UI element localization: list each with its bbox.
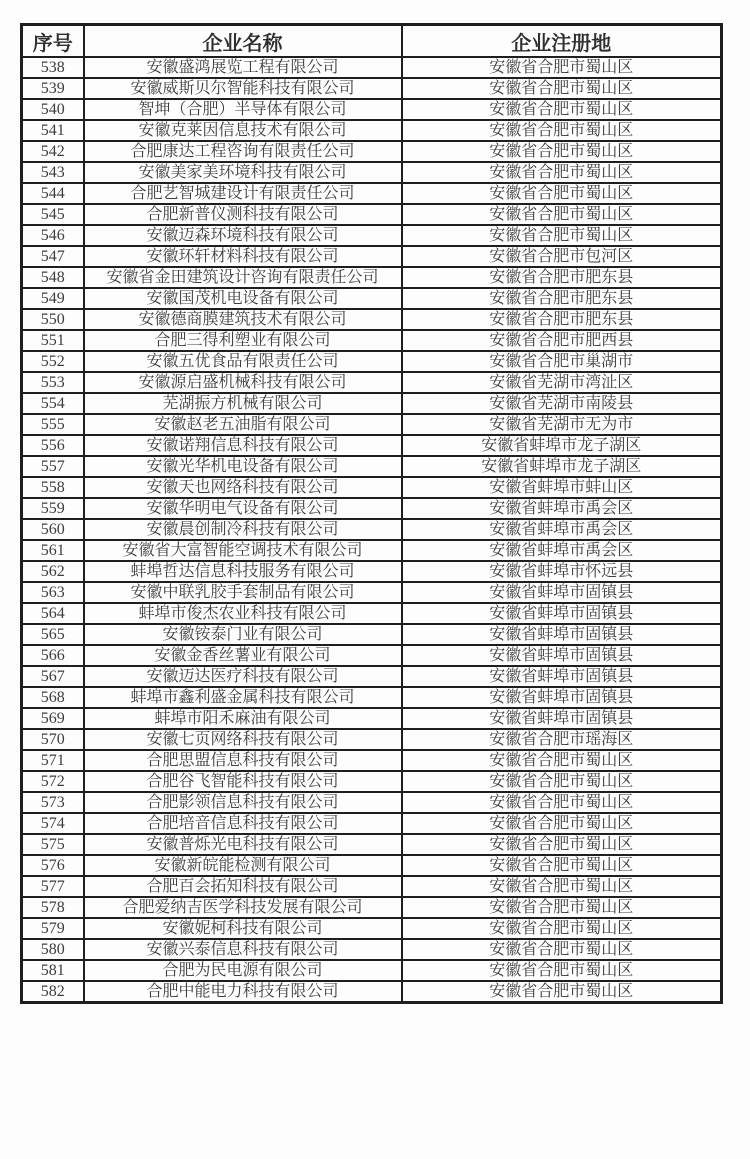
table-row [22, 162, 722, 183]
row-company-name: 合肥爱纳吉医学科技发展有限公司 [84, 897, 402, 918]
table-row [22, 435, 722, 456]
table-row [22, 960, 722, 981]
table-row [22, 204, 722, 225]
row-serial-number: 556 [22, 435, 84, 456]
row-registration-location: 安徽省合肥市蜀山区 [402, 225, 722, 246]
row-registration-location: 安徽省合肥市蜀山区 [402, 981, 722, 1003]
row-company-name: 合肥中能电力科技有限公司 [84, 981, 402, 1003]
row-registration-location: 安徽省合肥市肥东县 [402, 309, 722, 330]
row-serial-number: 571 [22, 750, 84, 771]
row-company-name: 合肥新普仪测科技有限公司 [84, 204, 402, 225]
row-registration-location: 安徽省合肥市蜀山区 [402, 792, 722, 813]
row-registration-location: 安徽省蚌埠市蚌山区 [402, 477, 722, 498]
table-row [22, 939, 722, 960]
table-row [22, 477, 722, 498]
row-company-name: 安徽中联乳胶手套制品有限公司 [84, 582, 402, 603]
row-company-name: 安徽五优食品有限责任公司 [84, 351, 402, 372]
table-row [22, 57, 722, 78]
row-company-name: 合肥思盟信息科技有限公司 [84, 750, 402, 771]
table-row [22, 876, 722, 897]
row-company-name: 安徽金香丝薯业有限公司 [84, 645, 402, 666]
table-row [22, 78, 722, 99]
row-company-name: 安徽环轩材料科技有限公司 [84, 246, 402, 267]
row-registration-location: 安徽省蚌埠市禹会区 [402, 519, 722, 540]
table-row [22, 414, 722, 435]
row-serial-number: 570 [22, 729, 84, 750]
row-registration-location: 安徽省合肥市蜀山区 [402, 120, 722, 141]
row-company-name: 合肥百会拓知科技有限公司 [84, 876, 402, 897]
row-registration-location: 安徽省合肥市蜀山区 [402, 960, 722, 981]
row-registration-location: 安徽省合肥市肥东县 [402, 267, 722, 288]
row-serial-number: 541 [22, 120, 84, 141]
table-row [22, 582, 722, 603]
table-row [22, 834, 722, 855]
table-row [22, 99, 722, 120]
row-company-name: 安徽克莱因信息技术有限公司 [84, 120, 402, 141]
table-row [22, 120, 722, 141]
row-serial-number: 559 [22, 498, 84, 519]
row-serial-number: 575 [22, 834, 84, 855]
row-registration-location: 安徽省芜湖市南陵县 [402, 393, 722, 414]
row-serial-number: 544 [22, 183, 84, 204]
row-registration-location: 安徽省蚌埠市固镇县 [402, 687, 722, 708]
table-row [22, 540, 722, 561]
row-company-name: 蚌埠市鑫利盛金属科技有限公司 [84, 687, 402, 708]
row-company-name: 安徽光华机电设备有限公司 [84, 456, 402, 477]
row-company-name: 合肥三得利塑业有限公司 [84, 330, 402, 351]
row-company-name: 安徽兴泰信息科技有限公司 [84, 939, 402, 960]
row-company-name: 安徽迈达医疗科技有限公司 [84, 666, 402, 687]
row-registration-location: 安徽省合肥市巢湖市 [402, 351, 722, 372]
row-company-name: 安徽诺翔信息科技有限公司 [84, 435, 402, 456]
row-registration-location: 安徽省合肥市肥东县 [402, 288, 722, 309]
table-row [22, 981, 722, 1003]
row-registration-location: 安徽省合肥市蜀山区 [402, 813, 722, 834]
table-row [22, 498, 722, 519]
row-serial-number: 542 [22, 141, 84, 162]
table-row [22, 372, 722, 393]
row-company-name: 安徽源启盛机械科技有限公司 [84, 372, 402, 393]
table-row [22, 267, 722, 288]
row-serial-number: 551 [22, 330, 84, 351]
row-serial-number: 550 [22, 309, 84, 330]
row-serial-number: 539 [22, 78, 84, 99]
table-row [22, 729, 722, 750]
row-serial-number: 578 [22, 897, 84, 918]
row-registration-location: 安徽省合肥市蜀山区 [402, 834, 722, 855]
row-company-name: 蚌埠哲达信息科技服务有限公司 [84, 561, 402, 582]
row-registration-location: 安徽省蚌埠市固镇县 [402, 603, 722, 624]
table-row [22, 225, 722, 246]
row-serial-number: 555 [22, 414, 84, 435]
table-row [22, 624, 722, 645]
row-company-name: 安徽新皖能检测有限公司 [84, 855, 402, 876]
row-serial-number: 553 [22, 372, 84, 393]
table-row [22, 918, 722, 939]
table-header-row [22, 25, 722, 58]
row-serial-number: 580 [22, 939, 84, 960]
row-company-name: 合肥影领信息科技有限公司 [84, 792, 402, 813]
table-row [22, 813, 722, 834]
row-company-name: 蚌埠市阳禾麻油有限公司 [84, 708, 402, 729]
table-row [22, 645, 722, 666]
row-registration-location: 安徽省蚌埠市固镇县 [402, 582, 722, 603]
row-serial-number: 569 [22, 708, 84, 729]
row-company-name: 安徽普烁光电科技有限公司 [84, 834, 402, 855]
table-row [22, 708, 722, 729]
table-row [22, 393, 722, 414]
row-registration-location: 安徽省蚌埠市固镇县 [402, 666, 722, 687]
row-serial-number: 562 [22, 561, 84, 582]
table-row [22, 141, 722, 162]
row-serial-number: 557 [22, 456, 84, 477]
row-registration-location: 安徽省合肥市蜀山区 [402, 204, 722, 225]
row-serial-number: 549 [22, 288, 84, 309]
row-registration-location: 安徽省合肥市蜀山区 [402, 918, 722, 939]
row-serial-number: 558 [22, 477, 84, 498]
row-registration-location: 安徽省合肥市蜀山区 [402, 855, 722, 876]
table-row [22, 183, 722, 204]
table-row [22, 897, 722, 918]
table-row [22, 330, 722, 351]
row-serial-number: 561 [22, 540, 84, 561]
row-serial-number: 572 [22, 771, 84, 792]
row-serial-number: 540 [22, 99, 84, 120]
row-registration-location: 安徽省合肥市蜀山区 [402, 78, 722, 99]
row-company-name: 安徽晨创制冷科技有限公司 [84, 519, 402, 540]
row-registration-location: 安徽省合肥市蜀山区 [402, 876, 722, 897]
row-registration-location: 安徽省蚌埠市固镇县 [402, 624, 722, 645]
row-registration-location: 安徽省蚌埠市龙子湖区 [402, 435, 722, 456]
table-row [22, 687, 722, 708]
row-registration-location: 安徽省蚌埠市怀远县 [402, 561, 722, 582]
row-company-name: 安徽盛鸿展览工程有限公司 [84, 57, 402, 78]
table-body [22, 57, 722, 1003]
table-row [22, 351, 722, 372]
row-registration-location: 安徽省合肥市蜀山区 [402, 57, 722, 78]
row-serial-number: 582 [22, 981, 84, 1003]
row-registration-location: 安徽省蚌埠市固镇县 [402, 708, 722, 729]
row-company-name: 合肥培音信息科技有限公司 [84, 813, 402, 834]
row-serial-number: 538 [22, 57, 84, 78]
row-company-name: 安徽七页网络科技有限公司 [84, 729, 402, 750]
row-serial-number: 566 [22, 645, 84, 666]
row-serial-number: 581 [22, 960, 84, 981]
row-registration-location: 安徽省合肥市蜀山区 [402, 141, 722, 162]
row-company-name: 安徽天也网络科技有限公司 [84, 477, 402, 498]
table-row [22, 666, 722, 687]
row-company-name: 合肥艺智城建设计有限责任公司 [84, 183, 402, 204]
row-registration-location: 安徽省合肥市蜀山区 [402, 99, 722, 120]
header-serial-number: 序号 [22, 25, 84, 58]
row-company-name: 安徽国茂机电设备有限公司 [84, 288, 402, 309]
row-serial-number: 548 [22, 267, 84, 288]
row-registration-location: 安徽省合肥市蜀山区 [402, 897, 722, 918]
header-company-name: 企业名称 [84, 25, 402, 58]
row-serial-number: 577 [22, 876, 84, 897]
row-serial-number: 546 [22, 225, 84, 246]
table-row [22, 309, 722, 330]
table-row [22, 750, 722, 771]
row-serial-number: 573 [22, 792, 84, 813]
table-row [22, 855, 722, 876]
row-company-name: 智坤（合肥）半导体有限公司 [84, 99, 402, 120]
table-row [22, 246, 722, 267]
row-registration-location: 安徽省蚌埠市固镇县 [402, 645, 722, 666]
row-company-name: 安徽省大富智能空调技术有限公司 [84, 540, 402, 561]
row-registration-location: 安徽省合肥市蜀山区 [402, 183, 722, 204]
header-registration-location: 企业注册地 [402, 25, 722, 58]
row-serial-number: 565 [22, 624, 84, 645]
row-serial-number: 560 [22, 519, 84, 540]
row-registration-location: 安徽省合肥市蜀山区 [402, 750, 722, 771]
row-company-name: 安徽铵泰门业有限公司 [84, 624, 402, 645]
row-company-name: 安徽妮柯科技有限公司 [84, 918, 402, 939]
row-registration-location: 安徽省蚌埠市禹会区 [402, 498, 722, 519]
row-company-name: 安徽德商膜建筑技术有限公司 [84, 309, 402, 330]
row-company-name: 安徽威斯贝尔智能科技有限公司 [84, 78, 402, 99]
row-registration-location: 安徽省芜湖市湾沚区 [402, 372, 722, 393]
row-registration-location: 安徽省合肥市蜀山区 [402, 939, 722, 960]
row-serial-number: 579 [22, 918, 84, 939]
row-serial-number: 567 [22, 666, 84, 687]
table-row [22, 288, 722, 309]
row-registration-location: 安徽省合肥市瑶海区 [402, 729, 722, 750]
row-registration-location: 安徽省合肥市蜀山区 [402, 162, 722, 183]
table-row [22, 456, 722, 477]
row-serial-number: 554 [22, 393, 84, 414]
row-registration-location: 安徽省蚌埠市龙子湖区 [402, 456, 722, 477]
row-company-name: 安徽华明电气设备有限公司 [84, 498, 402, 519]
row-registration-location: 安徽省蚌埠市禹会区 [402, 540, 722, 561]
row-serial-number: 574 [22, 813, 84, 834]
row-company-name: 合肥康达工程咨询有限责任公司 [84, 141, 402, 162]
row-serial-number: 543 [22, 162, 84, 183]
row-serial-number: 568 [22, 687, 84, 708]
row-company-name: 安徽省金田建筑设计咨询有限责任公司 [84, 267, 402, 288]
row-registration-location: 安徽省合肥市蜀山区 [402, 771, 722, 792]
table-row [22, 519, 722, 540]
row-company-name: 安徽美家美环境科技有限公司 [84, 162, 402, 183]
table-row [22, 792, 722, 813]
row-registration-location: 安徽省合肥市包河区 [402, 246, 722, 267]
row-serial-number: 563 [22, 582, 84, 603]
row-company-name: 合肥谷飞智能科技有限公司 [84, 771, 402, 792]
row-company-name: 合肥为民电源有限公司 [84, 960, 402, 981]
row-serial-number: 576 [22, 855, 84, 876]
table-row [22, 771, 722, 792]
row-serial-number: 545 [22, 204, 84, 225]
row-company-name: 芜湖振方机械有限公司 [84, 393, 402, 414]
row-serial-number: 564 [22, 603, 84, 624]
table-row [22, 603, 722, 624]
row-serial-number: 547 [22, 246, 84, 267]
row-company-name: 安徽迈森环境科技有限公司 [84, 225, 402, 246]
row-registration-location: 安徽省芜湖市无为市 [402, 414, 722, 435]
row-company-name: 蚌埠市俊杰农业科技有限公司 [84, 603, 402, 624]
row-serial-number: 552 [22, 351, 84, 372]
company-registration-table [20, 23, 723, 1004]
table-row [22, 561, 722, 582]
row-company-name: 安徽赵老五油脂有限公司 [84, 414, 402, 435]
row-registration-location: 安徽省合肥市肥西县 [402, 330, 722, 351]
